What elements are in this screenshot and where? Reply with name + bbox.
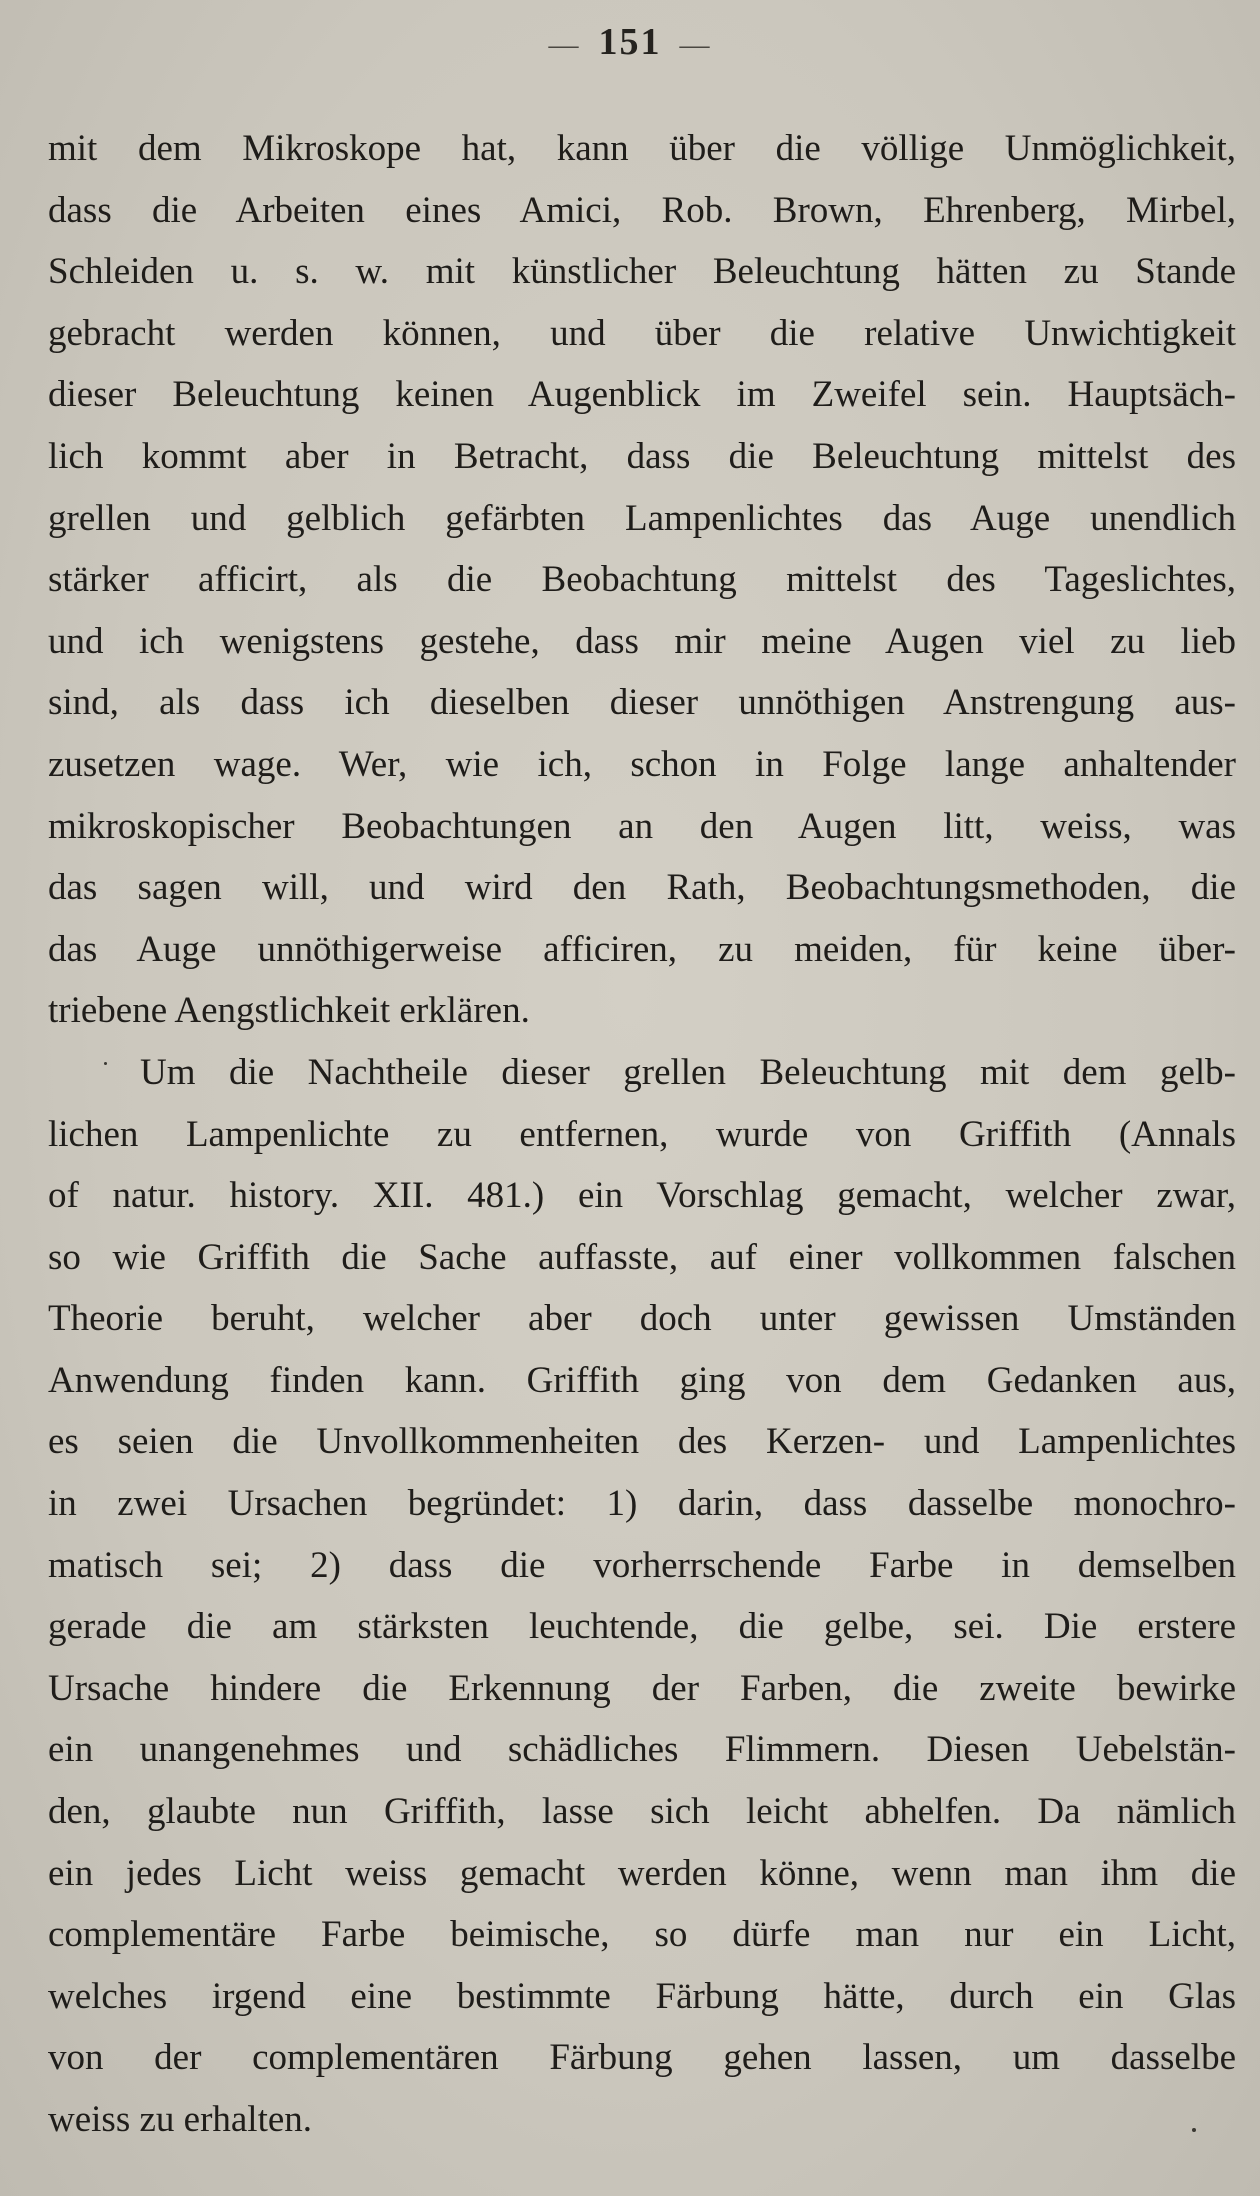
text-line: ein unangenehmes und schädliches Flimmern. Diesen Uebelstän- [48, 1729, 1236, 1771]
paragraph-end-line: triebene Aengstlichkeit erklären. [48, 990, 530, 1032]
text-line: ein jedes Licht weiss gemacht werden könne, wenn man ihm die [48, 1852, 1236, 1894]
text-line: sind, als dass ich dieselben dieser unnöthigen Anstrengung aus- [48, 682, 1236, 724]
text-line: mikroskopischer Beobachtungen an den Augen litt, weiss, was [48, 805, 1236, 847]
text-line: es seien die Unvollkommenheiten des Kerzen- und Lampenlichtes [48, 1421, 1236, 1463]
text-line: gebracht werden können, und über die relative Unwichtigkeit [48, 312, 1236, 354]
paper-speck [1192, 2128, 1196, 2132]
body-text [48, 118, 1236, 2151]
page-header [0, 20, 1260, 64]
text-line: zusetzen wage. Wer, wie ich, schon in Folge lange anhaltender [48, 743, 1236, 785]
header-dash-left: — [548, 28, 581, 62]
text-line: den, glaubte nun Griffith, lasse sich leicht abhelfen. Da nämlich [48, 1791, 1236, 1833]
text-line: of natur. history. XII. 481.) ein Vorschlag gemacht, welcher zwar, [48, 1175, 1236, 1217]
text-line: lichen Lampenlichte zu entfernen, wurde von Griffith (Annals [48, 1113, 1236, 1155]
paper-speck [104, 1062, 107, 1065]
text-line: das sagen will, und wird den Rath, Beobachtungsmethoden, die [48, 867, 1236, 909]
text-line: Theorie beruht, welcher aber doch unter gewissen Umständen [48, 1298, 1236, 1340]
text-line: von der complementären Färbung gehen lassen, um dasselbe [48, 2037, 1236, 2079]
text-line: complementäre Farbe beimische, so dürfe man nur ein Licht, [48, 1914, 1236, 1956]
text-line: welches irgend eine bestimmte Färbung hätte, durch ein Glas [48, 1975, 1236, 2017]
header-dash-right: — [679, 28, 712, 62]
paragraph-start-line: Um die Nachtheile dieser grellen Beleuchtung mit dem gelb- [140, 1051, 1236, 1093]
text-line: Ursache hindere die Erkennung der Farben, die zweite bewirke [48, 1667, 1236, 1709]
text-line: in zwei Ursachen begründet: 1) darin, dass dasselbe monochro- [48, 1483, 1236, 1525]
text-line: dass die Arbeiten eines Amici, Rob. Brown, Ehrenberg, Mirbel, [48, 189, 1236, 231]
text-line: Anwendung finden kann. Griffith ging von dem Gedanken aus, [48, 1359, 1236, 1401]
text-line: gerade die am stärksten leuchtende, die gelbe, sei. Die erstere [48, 1606, 1236, 1648]
paragraph-end-line: weiss zu erhalten. [48, 2099, 313, 2140]
text-line: stärker afficirt, als die Beobachtung mittelst des Tageslichtes, [48, 559, 1236, 601]
text-line: grellen und gelblich gefärbten Lampenlichtes das Auge unendlich [48, 497, 1236, 539]
page-number: 151 [598, 21, 662, 63]
text-line: dieser Beleuchtung keinen Augenblick im Zweifel sein. Hauptsäch- [48, 374, 1236, 416]
text-line: Schleiden u. s. w. mit künstlicher Beleuchtung hätten zu Stande [48, 251, 1236, 293]
text-line: so wie Griffith die Sache auffasste, auf einer vollkommen falschen [48, 1236, 1236, 1278]
text-line: mit dem Mikroskope hat, kann über die völlige Unmöglichkeit, [48, 128, 1236, 169]
text-line: und ich wenigstens gestehe, dass mir meine Augen viel zu lieb [48, 620, 1236, 662]
text-line: das Auge unnöthigerweise afficiren, zu meiden, für keine über- [48, 928, 1236, 970]
text-line: lich kommt aber in Betracht, dass die Beleuchtung mittelst des [48, 435, 1236, 477]
text-line: matisch sei; 2) dass die vorherrschende Farbe in demselben [48, 1544, 1236, 1586]
